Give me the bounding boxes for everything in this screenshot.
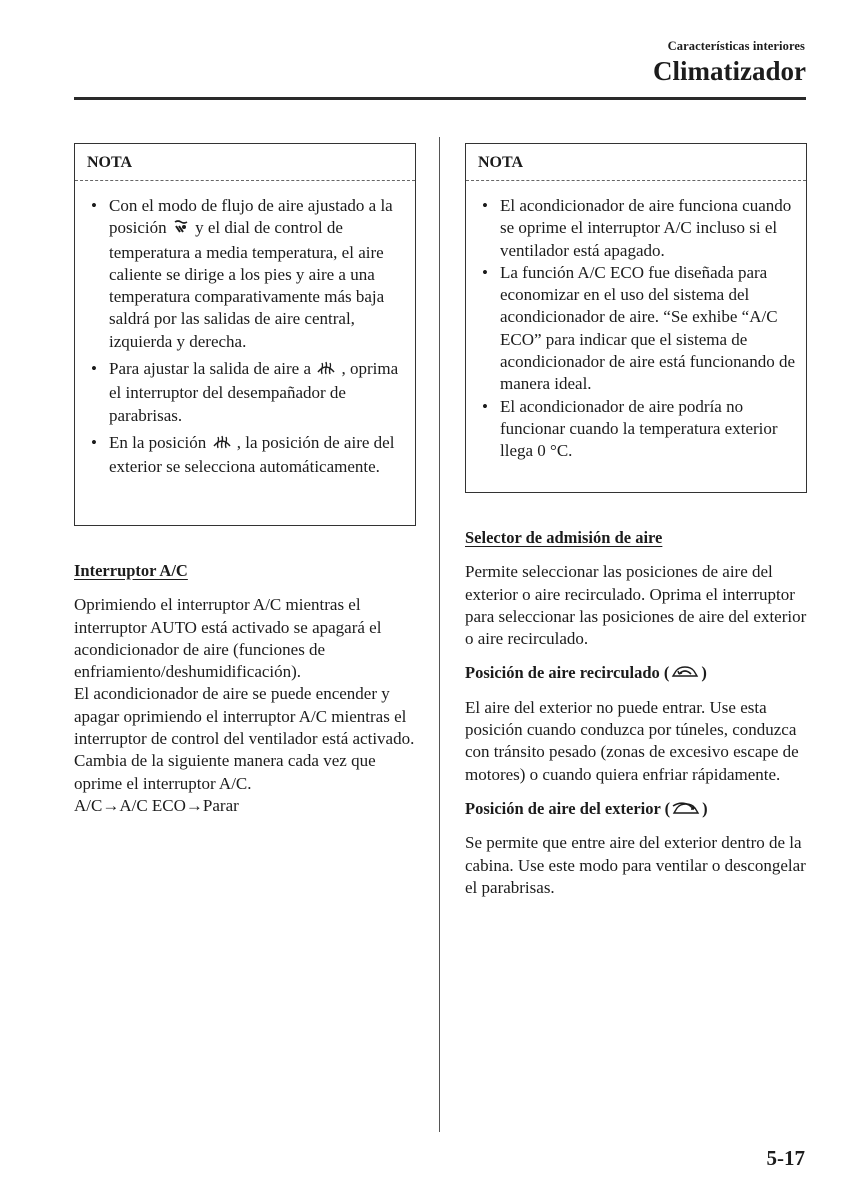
ac-paragraph: El acondicionador de aire se puede encender y apagar oprimiendo el interruptor A/C mientras el interruptor de control del ventilador está activado. — [74, 684, 415, 749]
heading-text: Posición de aire recirculado ( — [465, 663, 670, 683]
note-text: y el dial de control de temperatura a media temperatura, el aire caliente se dirige a los pies y aire a una temperatura comparativamente más baja saldrá por las salidas de aire central, izquierda y derecha. — [109, 218, 385, 351]
bullet: • — [482, 262, 488, 282]
note-item — [479, 262, 796, 396]
windshield-defroster-icon — [316, 360, 336, 382]
heading-text: ) — [701, 663, 707, 683]
note-text: Para ajustar la salida de aire a — [109, 359, 312, 379]
note-text: La función A/C ECO fue diseñada para economizar en el uso del sistema del acondicionador de aire. “Se exhibe “A/C ECO” para indicar que el sistema de acondicionador de aire está funcionando de manera ideal. — [500, 262, 796, 394]
right-column — [465, 143, 807, 899]
air-intake-paragraph: Permite seleccionar las posiciones de aire del exterior o aire recirculado. Oprima el interruptor para seleccionar las posiciones de aire del exterior o aire recirculado. — [465, 562, 807, 649]
ac-sequence: A/C→A/C ECO→Parar — [74, 795, 239, 815]
windshield-defroster-icon — [212, 434, 232, 456]
note-text: , oprima el interruptor del desempañador de parabrisas. — [109, 359, 399, 425]
note-text: El acondicionador de aire funciona cuando se oprime el interruptor A/C incluso si el ventilador está apagado. — [500, 196, 792, 260]
note-item — [479, 396, 796, 463]
bullet: • — [482, 396, 488, 416]
heading-text: ) — [702, 798, 708, 818]
note-item — [88, 195, 405, 353]
recirculated-air-paragraph: El aire del exterior no puede entrar. Use esta posición cuando conduzca por túneles, conduzca con tránsito pesado (zonas de excesivo escape de motores) o cuando quiera enfriar rápidamente. — [465, 697, 799, 784]
note-box-left — [74, 143, 416, 526]
chapter-title: Climatizador — [653, 56, 806, 86]
note-text: Con el modo de flujo de aire ajustado a la posición — [109, 196, 393, 238]
note-heading: NOTA — [87, 154, 133, 171]
note-text: En la posición — [109, 432, 207, 452]
bullet: • — [91, 432, 97, 452]
column-divider — [439, 137, 440, 1132]
recirculated-air-heading — [465, 662, 807, 686]
ac-paragraph: Oprimiendo el interruptor A/C mientras el interruptor AUTO está activado se apagará el acondicionador de aire (funciones de enfriamiento/deshumidificación). — [74, 595, 382, 682]
recirculated-air-icon — [670, 664, 700, 686]
floor-defrost-mode-icon — [172, 219, 190, 241]
section-label: Características interiores — [667, 39, 805, 53]
outside-air-icon — [671, 800, 701, 822]
bullet: • — [482, 196, 488, 215]
outside-air-heading — [465, 798, 807, 822]
bullet: • — [91, 196, 97, 215]
note-box-right — [465, 143, 807, 493]
bullet: • — [91, 359, 97, 379]
note-item — [88, 358, 405, 427]
heading-text: Posición de aire del exterior ( — [465, 798, 671, 818]
left-column — [74, 143, 416, 817]
note-heading: NOTA — [478, 154, 524, 171]
note-text: El acondicionador de aire podría no funcionar cuando la temperatura exterior llega 0 °C. — [500, 396, 778, 461]
page-number: 5-17 — [766, 1146, 805, 1170]
header-rule — [74, 97, 806, 100]
air-intake-heading: Selector de admisión de aire — [465, 528, 663, 547]
note-item — [88, 432, 405, 479]
note-text: , la posición de aire del exterior se selecciona automáticamente. — [109, 432, 395, 477]
note-item — [479, 195, 796, 262]
outside-air-paragraph: Se permite que entre aire del exterior dentro de la cabina. Use este modo para ventilar o descongelar el parabrisas. — [465, 833, 806, 897]
ac-paragraph: Cambia de la siguiente manera cada vez que oprime el interruptor A/C. — [74, 751, 376, 793]
ac-switch-heading: Interruptor A/C — [74, 561, 188, 580]
